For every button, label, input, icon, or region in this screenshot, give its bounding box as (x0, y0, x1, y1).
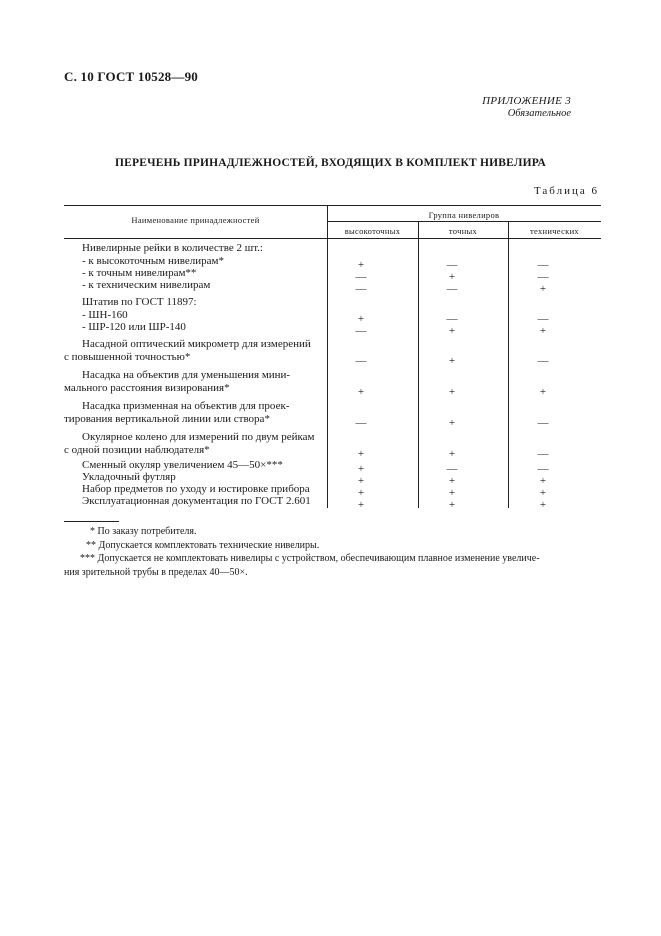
group-header-rule (327, 221, 601, 222)
cell-mark: — (446, 463, 458, 475)
col-divider-1 (327, 205, 328, 508)
row-label: Насадка призменная на объектив для проек- (82, 400, 290, 412)
row-label: - ШН-160 (82, 309, 128, 321)
row-label: - к высокоточным нивелирам* (82, 255, 225, 267)
cell-mark: + (539, 487, 547, 499)
row-label: - ШР-120 или ШР-140 (82, 321, 186, 333)
row-label: Эксплуатационная документация по ГОСТ 2.601 (82, 495, 311, 507)
cell-mark: + (448, 385, 456, 398)
cell-mark: + (539, 385, 547, 398)
cell-mark: — (355, 283, 367, 295)
cell-mark: + (448, 487, 456, 499)
cell-mark: — (537, 463, 549, 475)
row-label: Сменный окуляр увеличением 45—50×*** (82, 459, 283, 471)
cell-mark: + (448, 354, 456, 367)
footnote-3: *** Допускается не комплектовать нивелиры с устройством, обеспечивающим плавное изменение увеличе- (80, 553, 540, 564)
col-header-name: Наименование принадлежностей (131, 215, 260, 225)
table-row (64, 495, 326, 508)
cell-mark: + (539, 325, 547, 337)
row-label: - к техническим нивелирам (82, 279, 211, 291)
row-label: тирования вертикальной линии или створа* (64, 412, 270, 425)
table-row (64, 267, 326, 280)
row-label: с одной позиции наблюдателя* (64, 443, 210, 456)
footnotes (64, 525, 601, 579)
table-row (64, 369, 326, 394)
table-row (64, 255, 326, 268)
table-row (64, 431, 326, 456)
cell-mark: + (448, 416, 456, 429)
cell-mark: — (355, 416, 367, 429)
cell-mark: — (446, 259, 458, 271)
table-row (64, 483, 326, 496)
cell-mark: — (537, 259, 549, 271)
cell-mark: + (539, 475, 547, 487)
table-top-rule (64, 205, 601, 206)
table-row (64, 459, 326, 472)
page-header: С. 10 ГОСТ 10528—90 (64, 69, 198, 84)
footnote-2: ** Допускается комплектовать технические нивелиры. (86, 539, 320, 551)
cell-mark: + (357, 385, 365, 398)
table-row (64, 338, 326, 363)
cell-mark: + (357, 259, 365, 271)
col-header-technical: технических (530, 226, 579, 236)
cell-mark: — (537, 313, 549, 325)
cell-mark: + (357, 463, 365, 475)
cell-mark: — (537, 271, 549, 283)
cell-mark: + (357, 499, 365, 511)
row-label: Штатив по ГОСТ 11897: (82, 296, 197, 308)
table-row (64, 400, 326, 425)
col-header-group: Группа нивелиров (428, 210, 500, 220)
cell-mark: + (357, 313, 365, 325)
row-label: Нивелирные рейки в количестве 2 шт.: (82, 242, 263, 254)
row-label: Укладочный футляр (82, 471, 176, 483)
table-row (64, 309, 326, 322)
cell-mark: + (448, 271, 456, 283)
cell-mark: + (357, 475, 365, 487)
table-caption: Таблица 6 (533, 185, 599, 197)
appendix-number: ПРИЛОЖЕНИЕ 3 (482, 95, 571, 107)
cell-mark: — (446, 283, 458, 295)
cell-mark: + (539, 499, 547, 511)
cell-mark: — (537, 354, 549, 367)
table-row (64, 296, 326, 309)
col-divider-3 (508, 221, 509, 508)
cell-mark: + (448, 499, 456, 511)
cell-mark: — (537, 416, 549, 429)
table-row (64, 321, 326, 334)
table-row (64, 242, 326, 255)
row-label: Насадка на объектив для уменьшения мини- (82, 369, 291, 381)
cell-mark: + (448, 475, 456, 487)
row-label: с повышенной точностью* (64, 350, 191, 363)
cell-mark: — (355, 325, 367, 337)
cell-mark: — (355, 271, 367, 283)
cell-mark: + (539, 283, 547, 295)
footnote-3-continued: ния зрительной трубы в пределах 40—50×. (64, 566, 248, 578)
footnote-rule (64, 521, 119, 522)
cell-mark: + (448, 325, 456, 337)
cell-mark: + (357, 447, 365, 460)
table-row (64, 471, 326, 484)
row-label: Окулярное колено для измерений по двум рейкам (82, 431, 315, 443)
document-title: ПЕРЕЧЕНЬ ПРИНАДЛЕЖНОСТЕЙ, ВХОДЯЩИХ В КОМПЛЕКТ НИВЕЛИРА (114, 157, 547, 169)
row-label: - к точным нивелирам** (82, 267, 197, 279)
cell-mark: — (355, 354, 367, 367)
appendix-label (482, 95, 571, 119)
cell-mark: + (448, 447, 456, 460)
cell-mark: — (537, 447, 549, 460)
col-header-high-precision: высокоточных (344, 226, 401, 236)
row-label: мального расстояния визирования* (64, 381, 230, 394)
col-divider-2 (418, 221, 419, 508)
cell-mark: + (357, 487, 365, 499)
row-label: Насадной оптический микрометр для измерений (82, 338, 311, 350)
row-label: Набор предметов по уходу и юстировке прибора (82, 483, 310, 495)
footnote-1: * По заказу потребителя. (90, 526, 197, 537)
table-header-rule (64, 238, 601, 239)
appendix-status: Обязательное (507, 108, 571, 119)
col-header-precision: точных (448, 226, 478, 236)
table-row (64, 279, 326, 292)
cell-mark: — (446, 313, 458, 325)
